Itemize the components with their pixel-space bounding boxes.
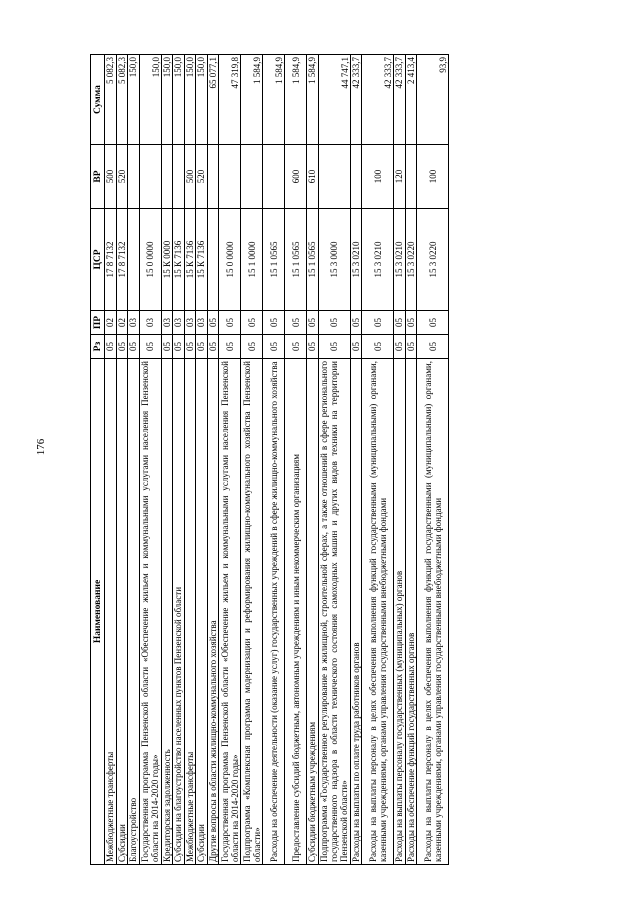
- cell-pr: 03: [184, 311, 196, 335]
- cell-csr: 15 3 0210: [350, 209, 362, 311]
- cell-rz: 05: [105, 335, 117, 359]
- cell-sum: 150,0: [161, 55, 173, 145]
- cell-sum: 150,0: [196, 55, 208, 145]
- cell-csr: 17 8 7132: [105, 209, 117, 311]
- cell-rz: 05: [173, 335, 185, 359]
- cell-pr: 05: [307, 311, 319, 335]
- cell-pr: 05: [318, 311, 350, 335]
- cell-csr: 15 К 7136: [173, 209, 185, 311]
- cell-csr: 15 1 0565: [307, 209, 319, 311]
- cell-pr: 03: [173, 311, 185, 335]
- cell-name: Предоставление субсидий бюджетным, автономным учреждениям и иным некоммерческим организациям: [285, 359, 307, 865]
- header-vr: ВР: [91, 145, 105, 209]
- cell-vr: 100: [362, 145, 394, 209]
- cell-rz: 05: [161, 335, 173, 359]
- cell-name: Расходы на выплаты по оплате труда работников органов: [350, 359, 362, 865]
- cell-csr: 15 3 0220: [417, 209, 449, 311]
- cell-pr: 05: [350, 311, 362, 335]
- table-row: [196, 55, 208, 865]
- cell-csr: 15 К 0000: [161, 209, 173, 311]
- cell-rz: 05: [307, 335, 319, 359]
- cell-rz: 05: [207, 335, 219, 359]
- cell-sum: 42 333,7: [350, 55, 362, 145]
- cell-rz: 05: [263, 335, 285, 359]
- cell-vr: 520: [116, 145, 128, 209]
- cell-name: Субсидии: [196, 359, 208, 865]
- table-row: [139, 55, 161, 865]
- cell-vr: [318, 145, 350, 209]
- cell-sum: 5 082,3: [116, 55, 128, 145]
- cell-csr: [207, 209, 219, 311]
- cell-csr: 15 0 0000: [139, 209, 161, 311]
- table-row: [173, 55, 185, 865]
- cell-vr: 100: [417, 145, 449, 209]
- cell-rz: 05: [116, 335, 128, 359]
- cell-sum: 150,0: [128, 55, 140, 145]
- table-header-row: [91, 55, 105, 865]
- cell-sum: 150,0: [139, 55, 161, 145]
- cell-rz: 05: [318, 335, 350, 359]
- cell-csr: 15 3 0210: [362, 209, 394, 311]
- cell-csr: [128, 209, 140, 311]
- table-row: [219, 55, 241, 865]
- cell-vr: [241, 145, 263, 209]
- cell-pr: 03: [139, 311, 161, 335]
- cell-vr: [350, 145, 362, 209]
- cell-rz: 05: [394, 335, 406, 359]
- cell-pr: 02: [105, 311, 117, 335]
- cell-name: Государственная программа Пензенской области «Обеспечение жильем и коммунальными услугами населения Пензенской области на 2014-2020 годы»: [139, 359, 161, 865]
- cell-pr: 05: [219, 311, 241, 335]
- cell-sum: 150,0: [184, 55, 196, 145]
- cell-sum: 2 413,4: [405, 55, 417, 145]
- cell-name: Кредиторская задолженность: [161, 359, 173, 865]
- cell-pr: 05: [207, 311, 219, 335]
- table-row: [116, 55, 128, 865]
- cell-name: Благоустройство: [128, 359, 140, 865]
- cell-rz: 05: [139, 335, 161, 359]
- cell-name: Подпрограмма «Государственное регулирование в жилищной, строительной сферах, а также отношений в сфере регионального государственного надзора в области технического состояния самоходных машин и других видов техники на территории Пензенской области»: [318, 359, 350, 865]
- cell-sum: 42 333,7: [394, 55, 406, 145]
- table-row: [362, 55, 394, 865]
- table-row: [285, 55, 307, 865]
- cell-csr: 15 1 0565: [285, 209, 307, 311]
- cell-rz: 05: [219, 335, 241, 359]
- cell-rz: 05: [128, 335, 140, 359]
- cell-rz: 05: [196, 335, 208, 359]
- cell-rz: 05: [350, 335, 362, 359]
- table-row: [241, 55, 263, 865]
- cell-pr: 03: [128, 311, 140, 335]
- cell-pr: 05: [241, 311, 263, 335]
- cell-sum: 65 077,1: [207, 55, 219, 145]
- cell-vr: [219, 145, 241, 209]
- cell-pr: 03: [161, 311, 173, 335]
- cell-csr: 15 К 7136: [184, 209, 196, 311]
- table-row: [350, 55, 362, 865]
- cell-csr: 15 3 0000: [318, 209, 350, 311]
- cell-name: Расходы на обеспечение деятельности (оказание услуг) государственных учреждений в сфере жилищно-коммунального хозяйства: [263, 359, 285, 865]
- cell-pr: 05: [417, 311, 449, 335]
- header-pr: ПР: [91, 311, 105, 335]
- cell-name: Подпрограмма «Комплексная программа модернизации и реформирования жилищно-коммунального хозяйства Пензенской области»: [241, 359, 263, 865]
- cell-sum: 1 584,9: [307, 55, 319, 145]
- cell-sum: 1 584,9: [241, 55, 263, 145]
- cell-name: Межбюджетные трансферты: [184, 359, 196, 865]
- cell-name: Расходы на выплаты персоналу в целях обеспечения выполнения функций государственными (муниципальными) органами, казенными учреждениями, органами управления государственными внебюджетными фондами: [417, 359, 449, 865]
- budget-table: [90, 54, 449, 865]
- header-csr: ЦСР: [91, 209, 105, 311]
- cell-name: Государственная программа Пензенской области «Обеспечение жильем и коммунальными услугами населения Пензенской области на 2014-2020 годы»: [219, 359, 241, 865]
- cell-vr: [161, 145, 173, 209]
- cell-rz: 05: [417, 335, 449, 359]
- cell-csr: 15 К 7136: [196, 209, 208, 311]
- header-name: Наименование: [91, 359, 105, 865]
- cell-vr: [405, 145, 417, 209]
- cell-sum: 44 747,1: [318, 55, 350, 145]
- cell-vr: 520: [196, 145, 208, 209]
- cell-vr: 600: [285, 145, 307, 209]
- cell-csr: 15 3 0210: [394, 209, 406, 311]
- table-row: [405, 55, 417, 865]
- cell-sum: 47 319,8: [219, 55, 241, 145]
- cell-pr: 05: [394, 311, 406, 335]
- cell-csr: 17 8 7132: [116, 209, 128, 311]
- cell-pr: 05: [362, 311, 394, 335]
- cell-vr: [139, 145, 161, 209]
- cell-rz: 05: [184, 335, 196, 359]
- cell-vr: 500: [184, 145, 196, 209]
- header-sum: Сумма: [91, 55, 105, 145]
- cell-csr: 15 1 0565: [263, 209, 285, 311]
- table-row: [128, 55, 140, 865]
- cell-pr: 05: [263, 311, 285, 335]
- table-row: [263, 55, 285, 865]
- cell-rz: 05: [362, 335, 394, 359]
- table-row: [318, 55, 350, 865]
- cell-sum: 5 082,3: [105, 55, 117, 145]
- cell-name: Расходы на обеспечение функций государственных органов: [405, 359, 417, 865]
- table-row: [184, 55, 196, 865]
- cell-name: Другие вопросы в области жилищно-коммунального хозяйства: [207, 359, 219, 865]
- table-row: [394, 55, 406, 865]
- cell-vr: [128, 145, 140, 209]
- cell-sum: 42 333,7: [362, 55, 394, 145]
- cell-pr: 02: [116, 311, 128, 335]
- cell-name: Субсидии: [116, 359, 128, 865]
- cell-name: Расходы на выплаты персоналу в целях обеспечения выполнения функций государственными (муниципальными) органами, казенными учреждениями, органами управления государственными внебюджетными фондами: [362, 359, 394, 865]
- cell-pr: 03: [196, 311, 208, 335]
- cell-sum: 1 584,9: [285, 55, 307, 145]
- cell-name: Субсидии на благоустройство населенных пунктов Пензенской области: [173, 359, 185, 865]
- table-row: [307, 55, 319, 865]
- table-row: [207, 55, 219, 865]
- rotated-page-content: [90, 55, 550, 865]
- cell-rz: 05: [241, 335, 263, 359]
- cell-name: Субсидии бюджетным учреждениям: [307, 359, 319, 865]
- cell-name: Межбюджетные трансферты: [105, 359, 117, 865]
- cell-sum: 150,0: [173, 55, 185, 145]
- cell-vr: [263, 145, 285, 209]
- cell-pr: 05: [405, 311, 417, 335]
- cell-sum: 93,9: [417, 55, 449, 145]
- cell-vr: [173, 145, 185, 209]
- cell-rz: 05: [285, 335, 307, 359]
- cell-pr: 05: [285, 311, 307, 335]
- cell-csr: 15 3 0220: [405, 209, 417, 311]
- cell-vr: 500: [105, 145, 117, 209]
- page-number: 176: [35, 438, 47, 456]
- header-rz: Рз: [91, 335, 105, 359]
- cell-vr: [207, 145, 219, 209]
- cell-vr: 610: [307, 145, 319, 209]
- cell-name: Расходы на выплаты персоналу государственных (муниципальных) органов: [394, 359, 406, 865]
- cell-csr: 15 1 0000: [241, 209, 263, 311]
- table-row: [161, 55, 173, 865]
- table-row: [417, 55, 449, 865]
- cell-rz: 05: [405, 335, 417, 359]
- cell-sum: 1 584,9: [263, 55, 285, 145]
- cell-csr: 15 0 0000: [219, 209, 241, 311]
- cell-vr: 120: [394, 145, 406, 209]
- table-row: [105, 55, 117, 865]
